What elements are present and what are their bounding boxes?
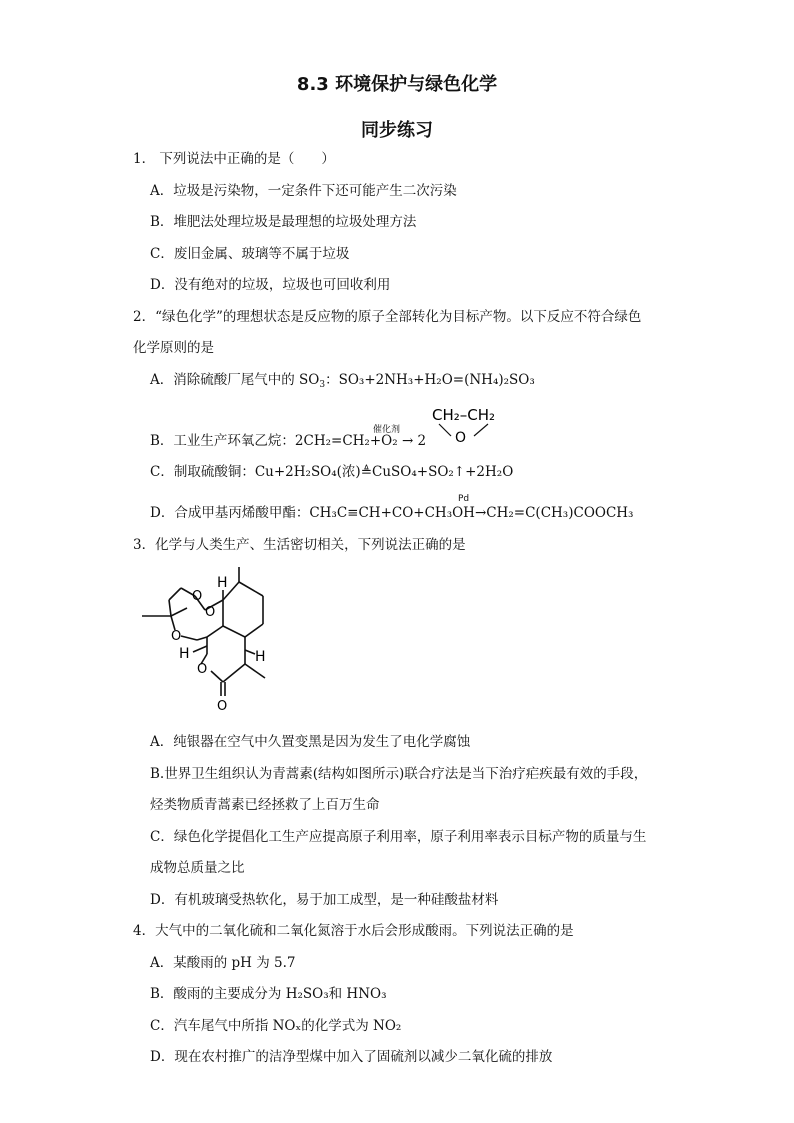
question-1-stem: 1． 下列说法中正确的是（ ）: [133, 151, 335, 167]
question-2-option-c: C．制取硫酸铜：Cu+2H₂SO₄(浓)≜CuSO₄+SO₂↑+2H₂O: [150, 464, 514, 480]
question-2-option-a-prefix: A．消除硫酸厂尾气中的 SO: [150, 372, 320, 388]
page-title: 8.3 环境保护与绿色化学: [296, 74, 498, 95]
question-2-stem-line-1: 2．“绿色化学”的理想状态是反应物的原子全部转化为目标产物。以下反应不符合绿色: [133, 309, 642, 325]
question-1-option-d: D．没有绝对的垃圾，垃圾也可回收利用: [150, 277, 391, 293]
page-subtitle: 同步练习: [361, 120, 433, 141]
question-3-option-b-line-1: B.世界卫生组织认为青蒿素(结构如图所示)联合疗法是当下治疗疟疾最有效的手段，: [150, 766, 648, 782]
question-3-stem: 3．化学与人类生产、生活密切相关，下列说法正确的是: [133, 537, 466, 553]
question-4-option-b: B．酸雨的主要成分为 H₂SO₃和 HNO₃: [150, 986, 387, 1002]
question-2-option-d: [150, 504, 633, 522]
question-4-option-a: A．某酸雨的 pH 为 5.7: [150, 955, 296, 971]
question-1-option-a: A．垃圾是污染物，一定条件下还可能产生二次污染: [150, 183, 457, 199]
ring-oxygen-label: O: [455, 430, 467, 444]
question-2-stem-line-2: 化学原则的是: [133, 340, 214, 356]
struct-oxygen-carbonyl: O: [217, 699, 228, 714]
ring-bond-right: [474, 424, 488, 436]
ethylene-oxide-structure: [428, 402, 508, 444]
struct-hydrogen-left: H: [179, 646, 190, 662]
struct-oxygen-lactone: O: [197, 662, 208, 677]
struct-oxygen-peroxide-2: O: [205, 605, 216, 620]
struct-oxygen-ether: O: [171, 629, 182, 644]
catalyst-label: 催化剂: [373, 425, 401, 435]
question-2-option-a-equation: ：SO₃+2NH₃+H₂O=(NH₄)₂SO₃: [325, 372, 535, 388]
question-3-option-a: A．纯银器在空气中久置变黑是因为发生了电化学腐蚀: [150, 734, 471, 750]
question-1-option-c: C．废旧金属、玻璃等不属于垃圾: [150, 246, 350, 262]
question-3-option-c-line-2: 成物总质量之比: [150, 860, 245, 876]
question-2-option-d-suffix: →CH₂=C(CH₃)COOCH₃: [474, 505, 634, 521]
product-coefficient: 2: [417, 433, 427, 449]
question-4-option-c: C．汽车尾气中所指 NOₓ的化学式为 NO₂: [150, 1018, 402, 1034]
question-4-option-d: D．现在农村推广的洁净型煤中加入了固硫剂以减少二氧化硫的排放: [150, 1049, 553, 1065]
ring-bond-left: [439, 424, 451, 436]
question-2-option-d-prefix: D．合成甲基丙烯酸甲酯：CH₃C≡CH+CO+CH₃OH: [150, 505, 475, 521]
reaction-arrow: →: [401, 433, 414, 449]
struct-hydrogen-right: H: [255, 649, 266, 665]
struct-hydrogen-top: H: [217, 575, 228, 591]
question-2-option-a: A．消除硫酸厂尾气中的 $SO_3$：SO₃+2NH₃+H₂O=(NH₄)₂SO₃: [150, 372, 535, 390]
question-1-option-b: B．堆肥法处理垃圾是最理想的垃圾处理方法: [150, 214, 417, 230]
ring-top-label: CH₂–CH₂: [432, 406, 496, 424]
struct-oxygen-peroxide-1: O: [192, 589, 203, 604]
pd-catalyst-label: Pd: [458, 494, 470, 504]
question-3-option-d: D．有机玻璃受热软化，易于加工成型，是一种硅酸盐材料: [150, 892, 499, 908]
question-3-option-b-line-2: 烃类物质青蒿素已经拯救了上百万生命: [150, 797, 380, 813]
question-3-option-c-line-1: C．绿色化学提倡化工生产应提高原子利用率，原子利用率表示目标产物的质量与生: [150, 829, 647, 845]
question-2-option-b-prefix: B．工业生产环氧乙烷：2CH₂=CH₂+O₂: [150, 433, 398, 449]
artemisinin-structure: [135, 560, 285, 720]
question-4-stem: 4．大气中的二氧化硫和二氧化氮溶于水后会形成酸雨。下列说法正确的是: [133, 923, 574, 939]
